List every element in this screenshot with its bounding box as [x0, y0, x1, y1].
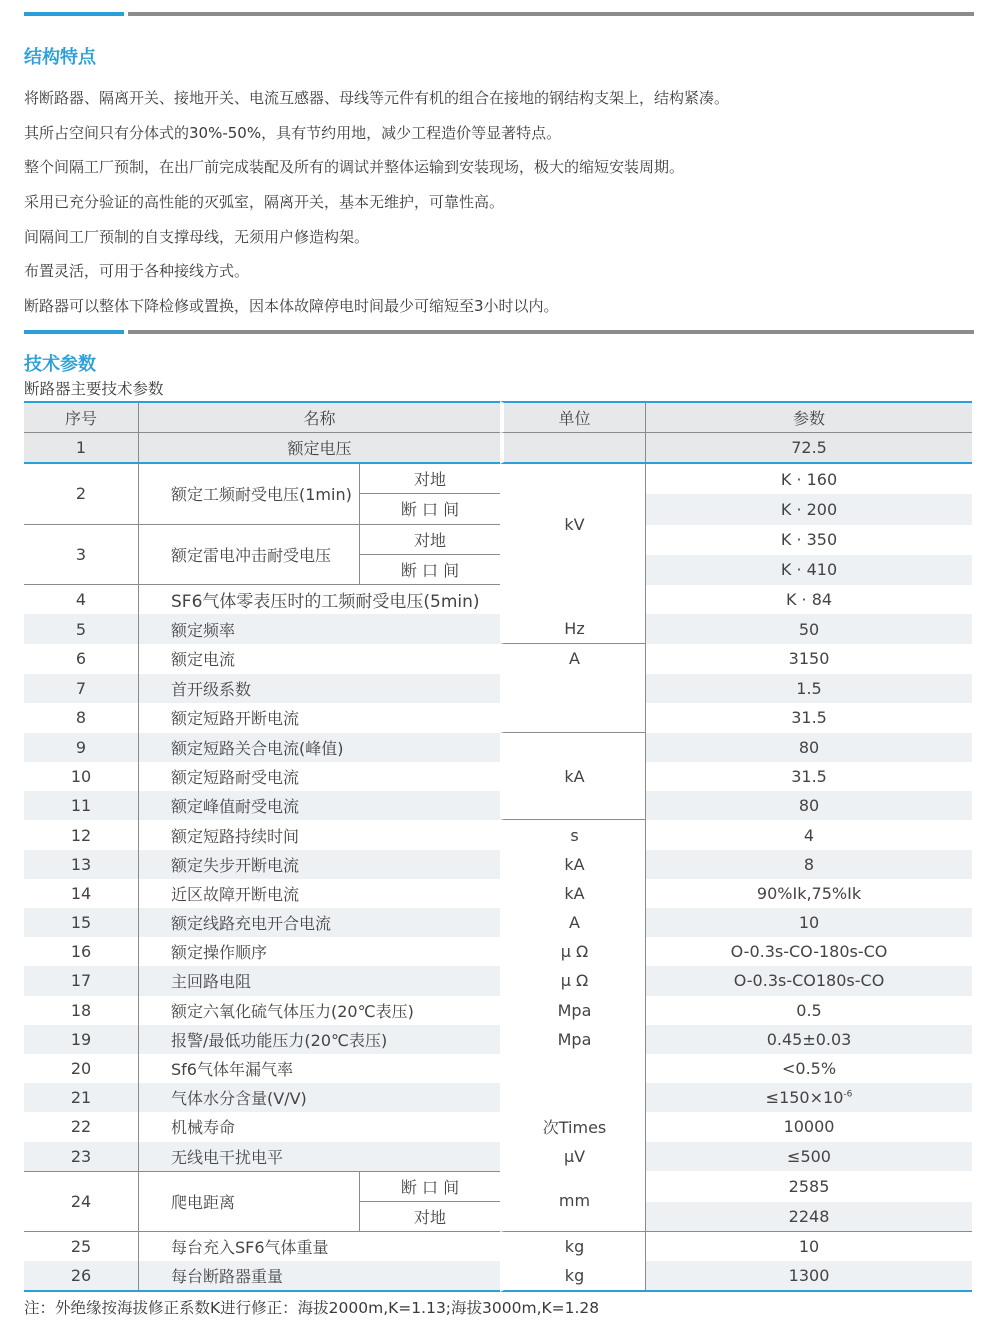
- row-no: 13: [24, 850, 138, 879]
- row-name: 额定雷电冲击耐受电压: [138, 525, 359, 585]
- row-unit: kg: [500, 1261, 645, 1292]
- row-param: K · 350: [645, 525, 972, 555]
- row-param: 31.5: [645, 762, 972, 791]
- row-name: 额定短路持续时间: [138, 820, 500, 849]
- table-row: [24, 820, 972, 849]
- feature-item: 将断路器、隔离开关、接地开关、电流互感器、母线等元件有机的组合在接地的钢结构支架上，结构紧凑。: [24, 89, 730, 107]
- row-no: 25: [70, 1237, 92, 1257]
- row-param: 4: [645, 820, 972, 849]
- row-no: 7: [24, 674, 138, 703]
- table-row: [24, 996, 972, 1025]
- row-name: 爬电距离: [138, 1171, 359, 1232]
- table-row: [24, 1083, 972, 1112]
- row-name: 额定六氧化硫气体压力(20℃表压): [138, 996, 500, 1025]
- row-name: 每台充入SF6气体重量: [138, 1232, 500, 1261]
- row-no: 18: [70, 1000, 92, 1020]
- row-no: 17: [24, 966, 138, 995]
- row-subname: 对地: [359, 525, 500, 555]
- row-no: 8: [75, 708, 87, 728]
- row-param: O-0.3s-CO180s-CO: [645, 966, 972, 995]
- row-name: 首开级系数: [138, 674, 500, 703]
- feature-item: 布置灵活，可用于各种接线方式。: [24, 262, 250, 281]
- row-unit: [500, 674, 645, 703]
- row-no: 23: [24, 1142, 138, 1171]
- row-no: 10: [70, 767, 92, 787]
- header-no: 序号: [24, 401, 138, 433]
- row-no: 6: [75, 649, 87, 669]
- row-unit: mm: [500, 1171, 645, 1232]
- row-param-exponent: -6: [843, 1089, 853, 1100]
- row-no: 20: [70, 1059, 92, 1079]
- row-param: 90%Ik,75%Ik: [645, 879, 972, 908]
- row-no: 5: [24, 614, 138, 644]
- row-param: K · 84: [645, 585, 972, 614]
- row-name: 额定短路关合电流(峰值): [138, 733, 500, 762]
- row-name: 额定电流: [138, 644, 500, 673]
- row-param: K · 160: [645, 464, 972, 494]
- row-name: 额定线路充电开合电流: [138, 908, 500, 937]
- feature-item: 断路器可以整体下降检修或置换，因本体故障停电时间最少可缩短至3小时以内。: [24, 297, 559, 316]
- row-unit: Mpa: [500, 1025, 645, 1054]
- row-param: 80: [645, 791, 972, 820]
- row-unit: [500, 703, 645, 733]
- row-unit: 次Times: [500, 1112, 645, 1141]
- row-param-value: ≤150×10: [765, 1088, 844, 1108]
- table-row: [24, 850, 972, 879]
- row-unit: [500, 433, 645, 464]
- row-name: 额定短路耐受电流: [138, 762, 500, 791]
- row-no: 12: [70, 825, 92, 845]
- row-param: 10: [645, 908, 972, 937]
- row-subname: 断 口 间: [359, 1171, 500, 1202]
- row-name: Sf6气体年漏气率: [138, 1054, 500, 1083]
- row-unit: kA: [500, 733, 645, 821]
- row-no: 9: [24, 733, 138, 762]
- row-unit: kA: [500, 879, 645, 908]
- row-unit: kg: [500, 1232, 645, 1261]
- row-unit: [500, 1054, 645, 1083]
- row-name: SF6气体零表压时的工频耐受电压(5min): [138, 585, 500, 614]
- header-name: 名称: [138, 401, 500, 433]
- row-param: 31.5: [645, 703, 972, 733]
- table-row: [24, 908, 972, 937]
- table-row: [24, 937, 972, 966]
- row-no: 11: [24, 791, 138, 820]
- row-no: 15: [24, 908, 138, 937]
- table-row: [24, 1261, 972, 1292]
- feature-list: [24, 88, 729, 331]
- header-param: 参数: [645, 401, 972, 433]
- row-param: 0.45±0.03: [645, 1025, 972, 1054]
- row-param: 10: [645, 1232, 972, 1261]
- table-row: [24, 614, 972, 644]
- table-row: [24, 791, 972, 820]
- table-row: [24, 525, 972, 555]
- table-row: [24, 879, 972, 908]
- row-name: 近区故障开断电流: [138, 879, 500, 908]
- spec-table: [24, 401, 972, 1292]
- row-unit: A: [500, 908, 645, 937]
- row-subname: 对地: [359, 1202, 500, 1232]
- row-unit: kV: [500, 464, 645, 585]
- row-name: 无线电干扰电平: [138, 1142, 500, 1171]
- row-no: 2: [24, 464, 138, 524]
- row-name: 额定工频耐受电压(1min): [138, 464, 359, 524]
- row-param: 0.5: [645, 996, 972, 1025]
- row-param: 50: [645, 614, 972, 644]
- row-no: 3: [24, 525, 138, 585]
- row-no: 4: [75, 590, 87, 610]
- table-row: [24, 585, 972, 614]
- table-row: [24, 464, 972, 494]
- table-row: [24, 1142, 972, 1171]
- row-name: 机械寿命: [138, 1112, 500, 1141]
- row-unit: [500, 1083, 645, 1112]
- feature-item: 间隔间工厂预制的自支撑母线，无须用户修造构架。: [24, 227, 370, 246]
- row-name: 报警/最低功能压力(20℃表压): [138, 1025, 500, 1054]
- row-name: 主回路电阻: [138, 966, 500, 995]
- row-name: 额定失步开断电流: [138, 850, 500, 879]
- row-no: 22: [70, 1117, 92, 1137]
- row-unit: μ Ω: [500, 966, 645, 995]
- table-caption: 断路器主要技术参数: [24, 380, 164, 398]
- top-divider: [24, 12, 974, 16]
- table-row: [24, 644, 972, 673]
- table-row: [24, 966, 972, 995]
- row-param: 72.5: [645, 433, 972, 464]
- row-subname: 断 口 间: [359, 494, 500, 524]
- row-name: 额定操作顺序: [138, 937, 500, 966]
- row-unit: s: [500, 820, 645, 849]
- footnote: 注：外绝缘按海拔修正系数K进行修正：海拔2000m,K=1.13;海拔3000m,K=1.28: [24, 1299, 600, 1317]
- table-row: [24, 1054, 972, 1083]
- row-unit: μ Ω: [500, 937, 645, 966]
- row-param: 2585: [645, 1171, 972, 1202]
- feature-item: 整个间隔工厂预制，在出厂前完成装配及所有的调试并整体运输到安装现场，极大的缩短安装周期。: [24, 158, 685, 177]
- table-row: [24, 1171, 972, 1202]
- row-name: 每台断路器重量: [138, 1261, 500, 1292]
- row-unit: Hz: [500, 614, 645, 644]
- row-name: 气体水分含量(V/V): [138, 1083, 500, 1112]
- section-title-features: 结构特点: [24, 47, 96, 68]
- row-name: 额定短路开断电流: [138, 703, 500, 733]
- row-unit: A: [500, 644, 645, 673]
- row-no: 1: [24, 433, 138, 464]
- row-subname: 断 口 间: [359, 555, 500, 585]
- table-row: [24, 733, 972, 762]
- row-name: 额定频率: [138, 614, 500, 644]
- feature-item: 其所占空间只有分体式的30%-50%，具有节约用地，减少工程造价等显著特点。: [24, 123, 562, 142]
- table-header-row: [24, 401, 972, 433]
- row-param: 8: [645, 850, 972, 879]
- row-param: [645, 1083, 972, 1112]
- row-name: 额定电压: [138, 433, 500, 464]
- row-param: <0.5%: [645, 1054, 972, 1083]
- row-unit: kA: [500, 850, 645, 879]
- row-param: 80: [645, 733, 972, 762]
- row-no: 14: [70, 883, 92, 903]
- row-param: 10000: [645, 1112, 972, 1141]
- row-param: K · 200: [645, 494, 972, 524]
- table-row: [24, 762, 972, 791]
- row-unit: μV: [500, 1142, 645, 1171]
- row-no: 19: [24, 1025, 138, 1054]
- row-name: 额定峰值耐受电流: [138, 791, 500, 820]
- row-param: O-0.3s-CO-180s-CO: [645, 937, 972, 966]
- row-param: 3150: [645, 644, 972, 673]
- row-param: ≤500: [645, 1142, 972, 1171]
- row-unit: Mpa: [500, 996, 645, 1025]
- row-param: 1300: [645, 1261, 972, 1292]
- table-row: [24, 674, 972, 703]
- row-unit: [500, 585, 645, 614]
- row-no: 21: [24, 1083, 138, 1112]
- table-row: [24, 703, 972, 733]
- row-param: 2248: [645, 1202, 972, 1232]
- row-subname: 对地: [359, 464, 500, 494]
- row-no: 16: [70, 942, 92, 962]
- section-title-specs: 技术参数: [24, 354, 96, 375]
- table-row: [24, 1025, 972, 1054]
- header-unit: 单位: [500, 401, 645, 433]
- middle-divider: [24, 330, 974, 334]
- table-row: [24, 433, 972, 464]
- table-row: [24, 1232, 972, 1261]
- row-no: 24: [24, 1171, 138, 1232]
- row-param: K · 410: [645, 555, 972, 585]
- table-row: [24, 1112, 972, 1141]
- row-no: 26: [24, 1261, 138, 1292]
- row-param: 1.5: [645, 674, 972, 703]
- feature-item: 采用已充分验证的高性能的灭弧室，隔离开关，基本无维护，可靠性高。: [24, 193, 505, 212]
